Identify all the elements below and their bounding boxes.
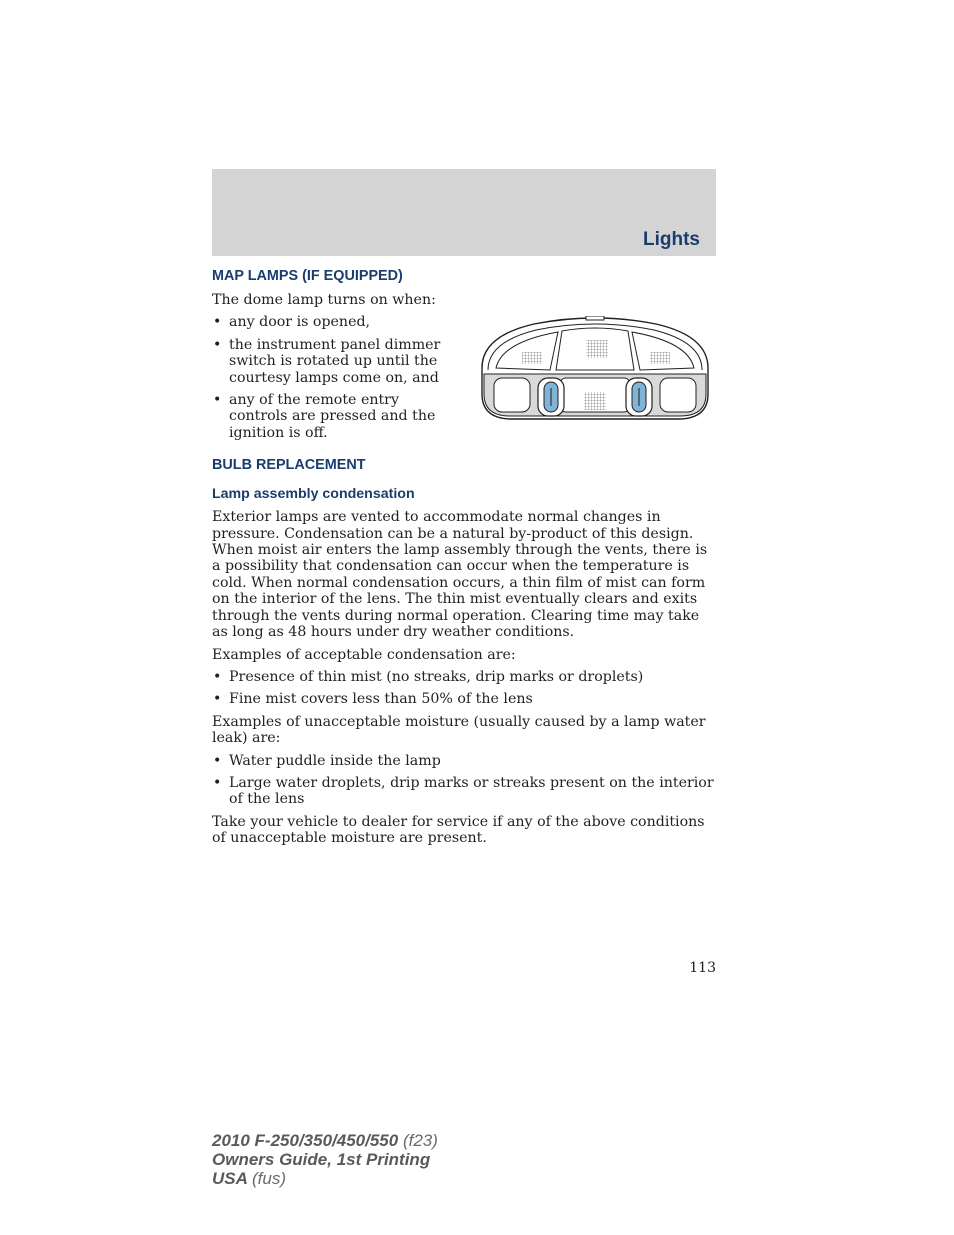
acceptable-intro: Examples of acceptable condensation are: [212,646,516,663]
list-item: • Fine mist covers less than 50% of the lens [213,691,533,708]
unacceptable-list [212,753,716,808]
page-content [212,268,716,853]
document-footer [212,1131,438,1188]
map-lamps-section [212,292,716,447]
list-item: • Presence of thin mist (no streaks, drip marks or droplets) [213,668,644,685]
list-item: • Water puddle inside the lamp [213,752,441,769]
condensation-subheading: Lamp assembly condensation [212,486,415,503]
list-item: • the instrument panel dimmer switch is rotated up until the courtesy lamps come on, and [213,336,441,386]
map-lamps-list [212,314,458,441]
list-item: • any door is opened, [213,314,371,331]
overhead-console-illustration [474,316,716,422]
list-item: • any of the remote entry controls are pressed and the ignition is off. [213,392,436,441]
section-header-band [212,169,716,256]
closing-paragraph: Take your vehicle to dealer for service if any of the above conditions of unacceptable moisture are present. [212,813,705,847]
page-number: 113 [689,960,716,976]
bulb-replacement-heading: BULB REPLACEMENT [212,457,366,474]
footer-model-line: 2010 F-250/350/450/550 (f23) [212,1131,438,1150]
section-title: Lights [643,229,700,250]
footer-region-line: USA (fus) [212,1169,286,1188]
footer-guide-line: Owners Guide, 1st Printing [212,1150,431,1169]
unacceptable-intro: Examples of unacceptable moisture (usually caused by a lamp water leak) are: [212,713,706,747]
condensation-paragraph: Exterior lamps are vented to accommodate normal changes in pressure. Condensation can be a natural by-product of this design. When moist air enters the lamp assembly through the vents, there is a possibility that condensation can occur when the temperature is cold. When normal condensation occurs, a thin film of mist can form on the interior of the lens. The thin mist eventually clears and exits through the vents during normal operation. Clearing time may take as long as 48 hours under dry weather conditions. [212,509,708,641]
map-lamps-text [212,292,458,447]
map-lamps-heading: MAP LAMPS (IF EQUIPPED) [212,268,403,284]
list-item: • Large water droplets, drip marks or streaks present on the interior of the lens [213,774,714,808]
map-lamps-intro: The dome lamp turns on when: [212,292,436,308]
map-lamp-illustration [458,292,716,447]
acceptable-list [212,669,716,708]
